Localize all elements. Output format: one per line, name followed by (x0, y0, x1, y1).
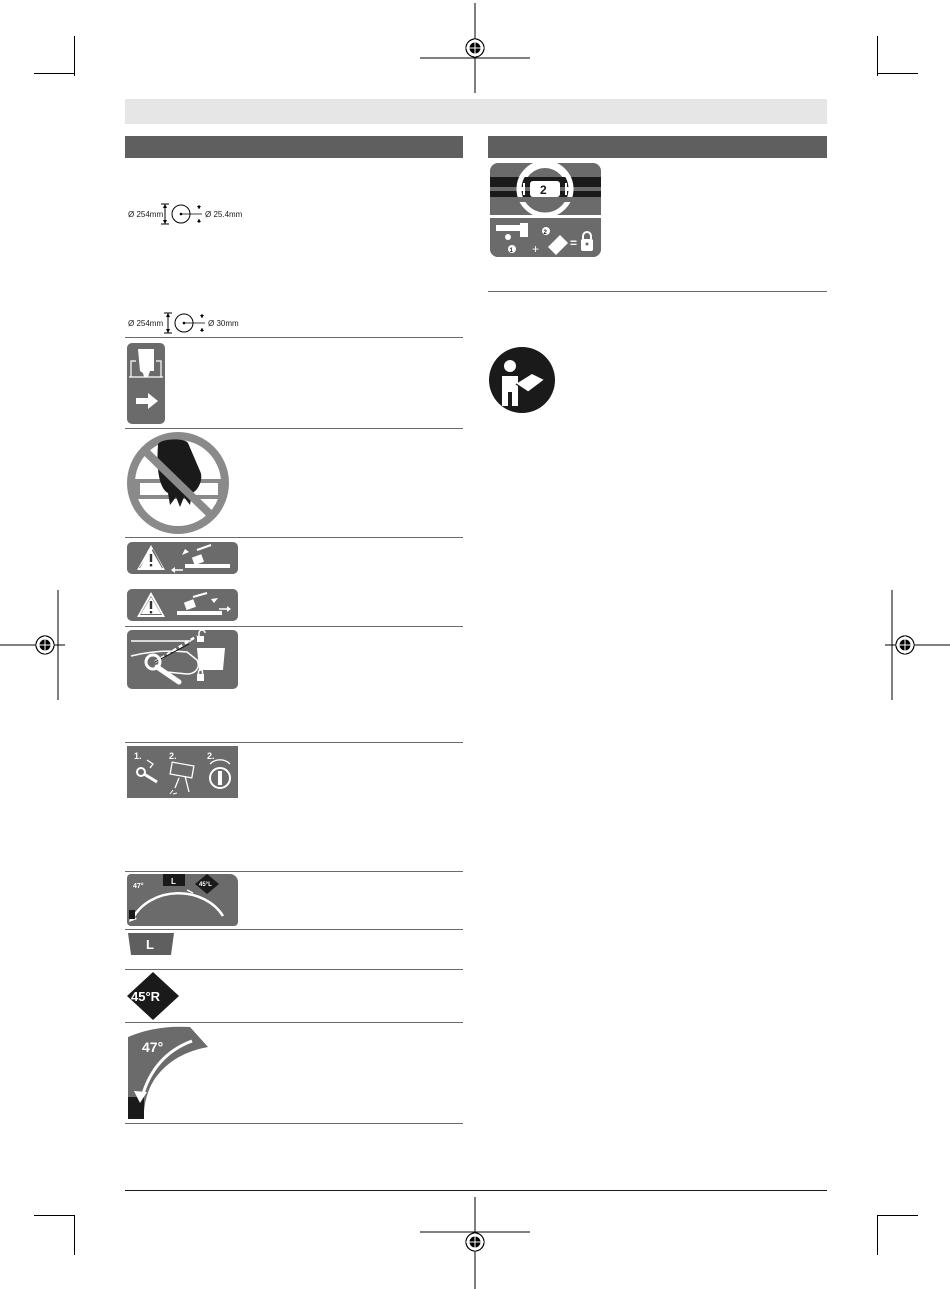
read-manual-icon (488, 346, 556, 414)
svg-text:1: 1 (509, 248, 513, 254)
warning-slide-panel-2 (127, 589, 238, 621)
page-header-bar (125, 99, 827, 124)
svg-text:47°: 47° (133, 883, 144, 890)
crop-mark-top-left-h (34, 73, 74, 74)
blade-diameter-icon (160, 203, 206, 225)
hand-guard-panel (127, 343, 165, 424)
divider (125, 742, 463, 743)
divider (125, 337, 463, 338)
crop-mark-bottom-right-v (877, 1215, 878, 1255)
left-column-header (125, 136, 463, 158)
blade-bore-diameter: Ø 30mm (208, 319, 239, 328)
angle-scale-icon (127, 874, 238, 926)
no-hand-icon (126, 431, 232, 535)
warning-icon (127, 542, 238, 574)
divider (125, 428, 463, 429)
divider (125, 537, 463, 538)
lock-lever-panel (127, 630, 238, 689)
left-mark-icon (127, 932, 175, 956)
registration-mark-icon (420, 1197, 530, 1289)
crop-mark-top-left-v (74, 36, 75, 76)
lock-lever-icon (127, 630, 238, 689)
registration-mark-icon (0, 590, 65, 700)
svg-text:L: L (171, 877, 176, 886)
svg-text:2.: 2. (169, 751, 177, 761)
right-column-header (488, 136, 827, 158)
crop-mark-top-right-h (878, 73, 918, 74)
blade-outer-diameter: Ø 254mm (128, 319, 164, 328)
registration-mark-icon (420, 3, 530, 93)
svg-text:2.: 2. (207, 751, 215, 761)
svg-text:2: 2 (540, 183, 547, 197)
svg-text:+: + (532, 242, 540, 256)
svg-text:2: 2 (543, 230, 547, 236)
crop-mark-bottom-left-h (34, 1215, 74, 1216)
divider (488, 291, 827, 292)
divider (125, 871, 463, 872)
divider (125, 1123, 463, 1124)
rotation-steps-icon (127, 746, 238, 798)
svg-text:45°L: 45°L (199, 882, 212, 888)
divider (125, 929, 463, 930)
angle-45r-icon (125, 970, 181, 1022)
angle-scale-panel (127, 874, 238, 926)
rotation-steps-panel (127, 746, 238, 798)
blade-bore-diameter: Ø 25.4mm (205, 210, 243, 219)
hand-guard-icon (127, 343, 165, 424)
disc-number-icon (490, 163, 601, 257)
footer-rule (125, 1190, 827, 1191)
svg-text:45°R: 45°R (131, 989, 161, 1004)
crop-mark-bottom-right-h (878, 1215, 918, 1216)
svg-text:=: = (570, 236, 578, 250)
crop-mark-bottom-left-v (74, 1215, 75, 1255)
warning-icon (127, 589, 238, 621)
svg-text:1.: 1. (134, 751, 142, 761)
blade-diameter-icon (163, 312, 209, 334)
crop-mark-top-right-v (877, 36, 878, 76)
arrow-right-icon (135, 392, 159, 410)
angle-47-icon (126, 1025, 210, 1121)
divider (125, 1022, 463, 1023)
divider (125, 626, 463, 627)
svg-text:L: L (146, 937, 154, 952)
svg-text:47°: 47° (142, 1039, 164, 1055)
registration-mark-icon (885, 590, 950, 700)
warning-slide-panel-1 (127, 542, 238, 574)
blade-outer-diameter: Ø 254mm (128, 210, 164, 219)
disc-number-panel (490, 163, 601, 257)
